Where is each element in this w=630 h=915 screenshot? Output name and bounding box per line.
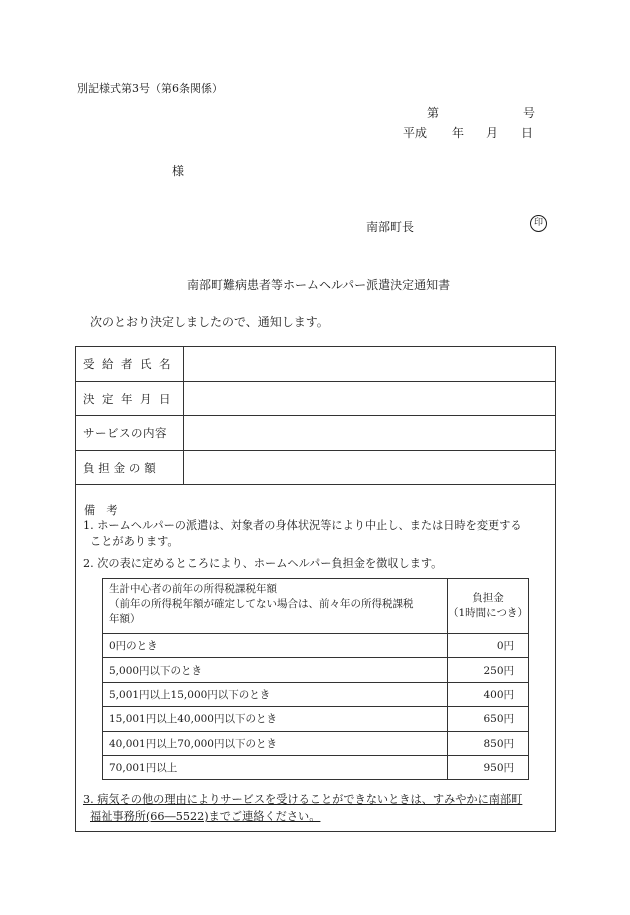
document-number-prefix: 第 — [427, 106, 440, 120]
field-row-fee-amount — [76, 451, 555, 486]
amount-cell: 950円 — [448, 755, 529, 779]
header-text: （1時間につき） — [448, 607, 528, 619]
condition-cell: 5,000円以下のとき — [103, 658, 448, 682]
condition-cell: 0円のとき — [103, 634, 448, 658]
field-label: 受給者氏名 — [76, 347, 184, 381]
date-day-label: 日 — [521, 126, 534, 140]
remark-1-line-1: 1. ホームヘルパーの派遣は、対象者の身体状況等により中止し、または日時を変更する — [83, 519, 522, 532]
service-content-field[interactable] — [184, 416, 555, 450]
field-row-recipient-name — [76, 347, 555, 382]
issuer-name: 南部町長 — [366, 220, 415, 234]
table-row — [103, 707, 529, 731]
condition-cell: 40,001円以上70,000円以下のとき — [103, 731, 448, 755]
intro-text: 次のとおり決定しましたので、通知します。 — [90, 315, 329, 329]
condition-column-header — [103, 579, 448, 634]
decision-date-field[interactable] — [184, 382, 555, 416]
notice-form-frame — [75, 346, 556, 832]
table-header-row — [103, 579, 529, 634]
addressee-honorific: 様 — [172, 164, 185, 178]
condition-cell: 5,001円以上15,000円以下のとき — [103, 682, 448, 706]
recipient-name-field[interactable] — [184, 347, 555, 381]
amount-column-header — [448, 579, 529, 634]
remark-2: 2. 次の表に定めるところにより、ホームヘルパー負担金を徴収します。 — [83, 557, 443, 570]
amount-cell: 250円 — [448, 658, 529, 682]
date-year-label: 年 — [452, 126, 465, 140]
table-row — [103, 755, 529, 779]
table-row — [103, 731, 529, 755]
field-label: 負担金の額 — [76, 451, 184, 485]
amount-cell: 850円 — [448, 731, 529, 755]
date-era: 平成 — [403, 126, 428, 140]
remark-3-line-2: 福祉事務所(66―5522)までご連絡ください。 — [90, 810, 321, 823]
amount-cell: 0円 — [448, 634, 529, 658]
date-month-label: 月 — [486, 126, 499, 140]
header-text: 年額） — [109, 613, 141, 625]
table-row — [103, 634, 529, 658]
condition-cell: 15,001円以上40,000円以下のとき — [103, 707, 448, 731]
table-row — [103, 682, 529, 706]
remarks-heading: 備 考 — [84, 504, 118, 517]
fee-amount-field[interactable] — [184, 451, 555, 485]
header-text: 負担金 — [472, 592, 504, 604]
remark-1-line-2: ことがあります。 — [90, 535, 179, 548]
document-number-suffix: 号 — [523, 106, 536, 120]
official-seal-mark: 印 — [530, 215, 547, 232]
header-text: （前年の所得税年額が確定してない場合は、前々年の所得税課税 — [109, 598, 414, 610]
condition-cell: 70,001円以上 — [103, 755, 448, 779]
field-label: サービスの内容 — [76, 416, 184, 450]
amount-cell: 650円 — [448, 707, 529, 731]
header-text: 生計中心者の前年の所得税課税年額 — [109, 583, 277, 595]
field-label: 決定年月日 — [76, 382, 184, 416]
table-row — [103, 658, 529, 682]
remark-3-line-1: 3. 病気その他の理由によりサービスを受けることができないときは、すみやかに南部町 — [83, 793, 523, 806]
fee-schedule-table — [102, 578, 529, 780]
document-title: 南部町難病患者等ホームヘルパー派遣決定通知書 — [187, 278, 451, 292]
field-row-service-content — [76, 416, 555, 451]
amount-cell: 400円 — [448, 682, 529, 706]
form-identifier: 別記様式第3号（第6条関係） — [77, 82, 223, 95]
field-row-decision-date — [76, 382, 555, 417]
